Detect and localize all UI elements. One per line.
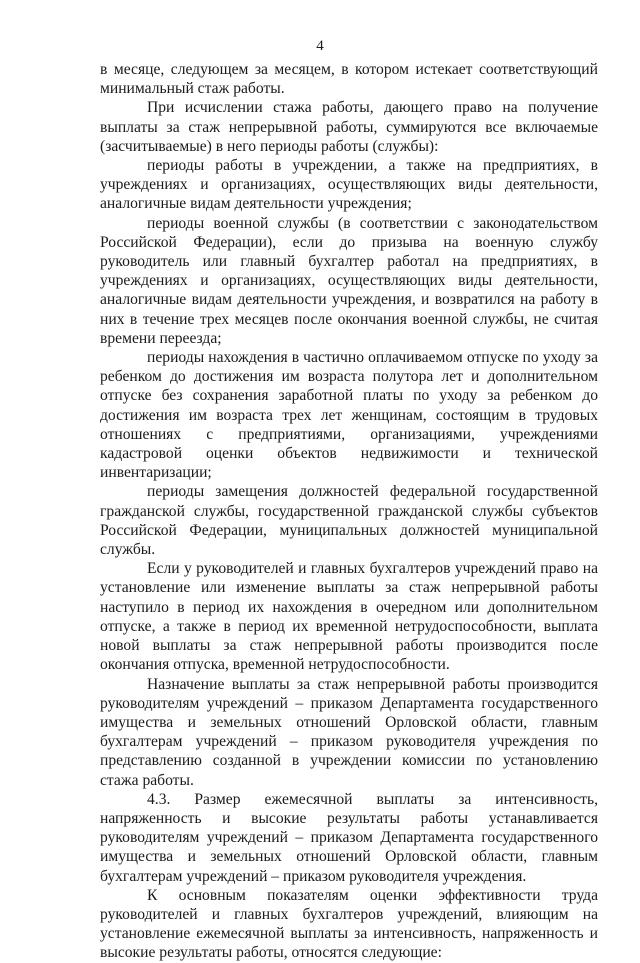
page-number: 4 [316, 38, 324, 54]
paragraph-stazh-calculation: При исчислении стажа работы, дающего право на получение выплаты за стаж непрерывной работы, суммируются все включаемые (засчитываемые) в него периоды работы (службы): [100, 99, 598, 155]
paragraph-period-work: периоды работы в учреждении, а также на предприятиях, в учреждениях и организациях, осуществляющих виды деятельности, аналогичные видам деятельности учреждения; [100, 157, 598, 213]
paragraph-appointment: Назначение выплаты за стаж непрерывной работы производится руководителям учреждений – приказом Департамента государственного имущества и земельных отношений Орловской области, главным бухгалтерам учреждений – приказом руководителя учреждения по представлению созданной в учреждении комиссии по установлению стажа работы. [100, 675, 598, 789]
document-body [100, 60, 598, 963]
paragraph-section-4-3: 4.3. Размер ежемесячной выплаты за интенсивность, напряженность и высокие результаты работы устанавливается руководителям учреждений – приказом Департамента государственного имущества и земельных отношений Орловской области, главным бухгалтерам учреждений – приказом руководителя учреждения. [100, 790, 598, 885]
paragraph-indicators: К основным показателям оценки эффективности труда руководителей и главных бухгалтеров учреждений, влияющим на установление ежемесячной выплаты за интенсивность, напряженность и высокие результаты работы, относятся следующие: [100, 886, 598, 962]
paragraph-leave-rule: Если у руководителей и главных бухгалтеров учреждений право на установление или изменение выплаты за стаж непрерывной работы наступило в период их нахождения в очередном или дополнительном отпуске, а также в период их временной нетрудоспособности, выплата новой выплаты за стаж непрерывной работы производится после окончания отпуска, временной нетрудоспособности. [100, 560, 598, 674]
paragraph-period-military: периоды военной службы (в соответствии с законодательством Российской Федерации), если до призыва на военную службу руководитель или главный бухгалтер работал на предприятиях, в учреждениях и организациях, осуществляющих виды деятельности, аналогичные видам деятельности учреждения, и возвратился на работу в них в течение трех месяцев после окончания военной службы, не считая времени переезда; [100, 214, 598, 347]
paragraph-continuation: в месяце, следующем за месяцем, в котором истекает соответствующий минимальный стаж работы. [100, 61, 598, 98]
paragraph-period-child-leave: периоды нахождения в частично оплачиваемом отпуске по уходу за ребенком до достижения им возраста полутора лет и дополнительном отпуске без сохранения заработной платы по уходу за ребенком до достижения им возраста трех лет женщинам, состоящим в трудовых отношениях с предприятиями, организациями, учреждениями кадастровой оценки объектов недвижимости и технической инвентаризации; [100, 349, 598, 482]
paragraph-period-civil-service: периоды замещения должностей федеральной государственной гражданской службы, государственной гражданской службы субъектов Российской Федерации, муниципальных должностей муниципальной службы. [100, 483, 598, 559]
